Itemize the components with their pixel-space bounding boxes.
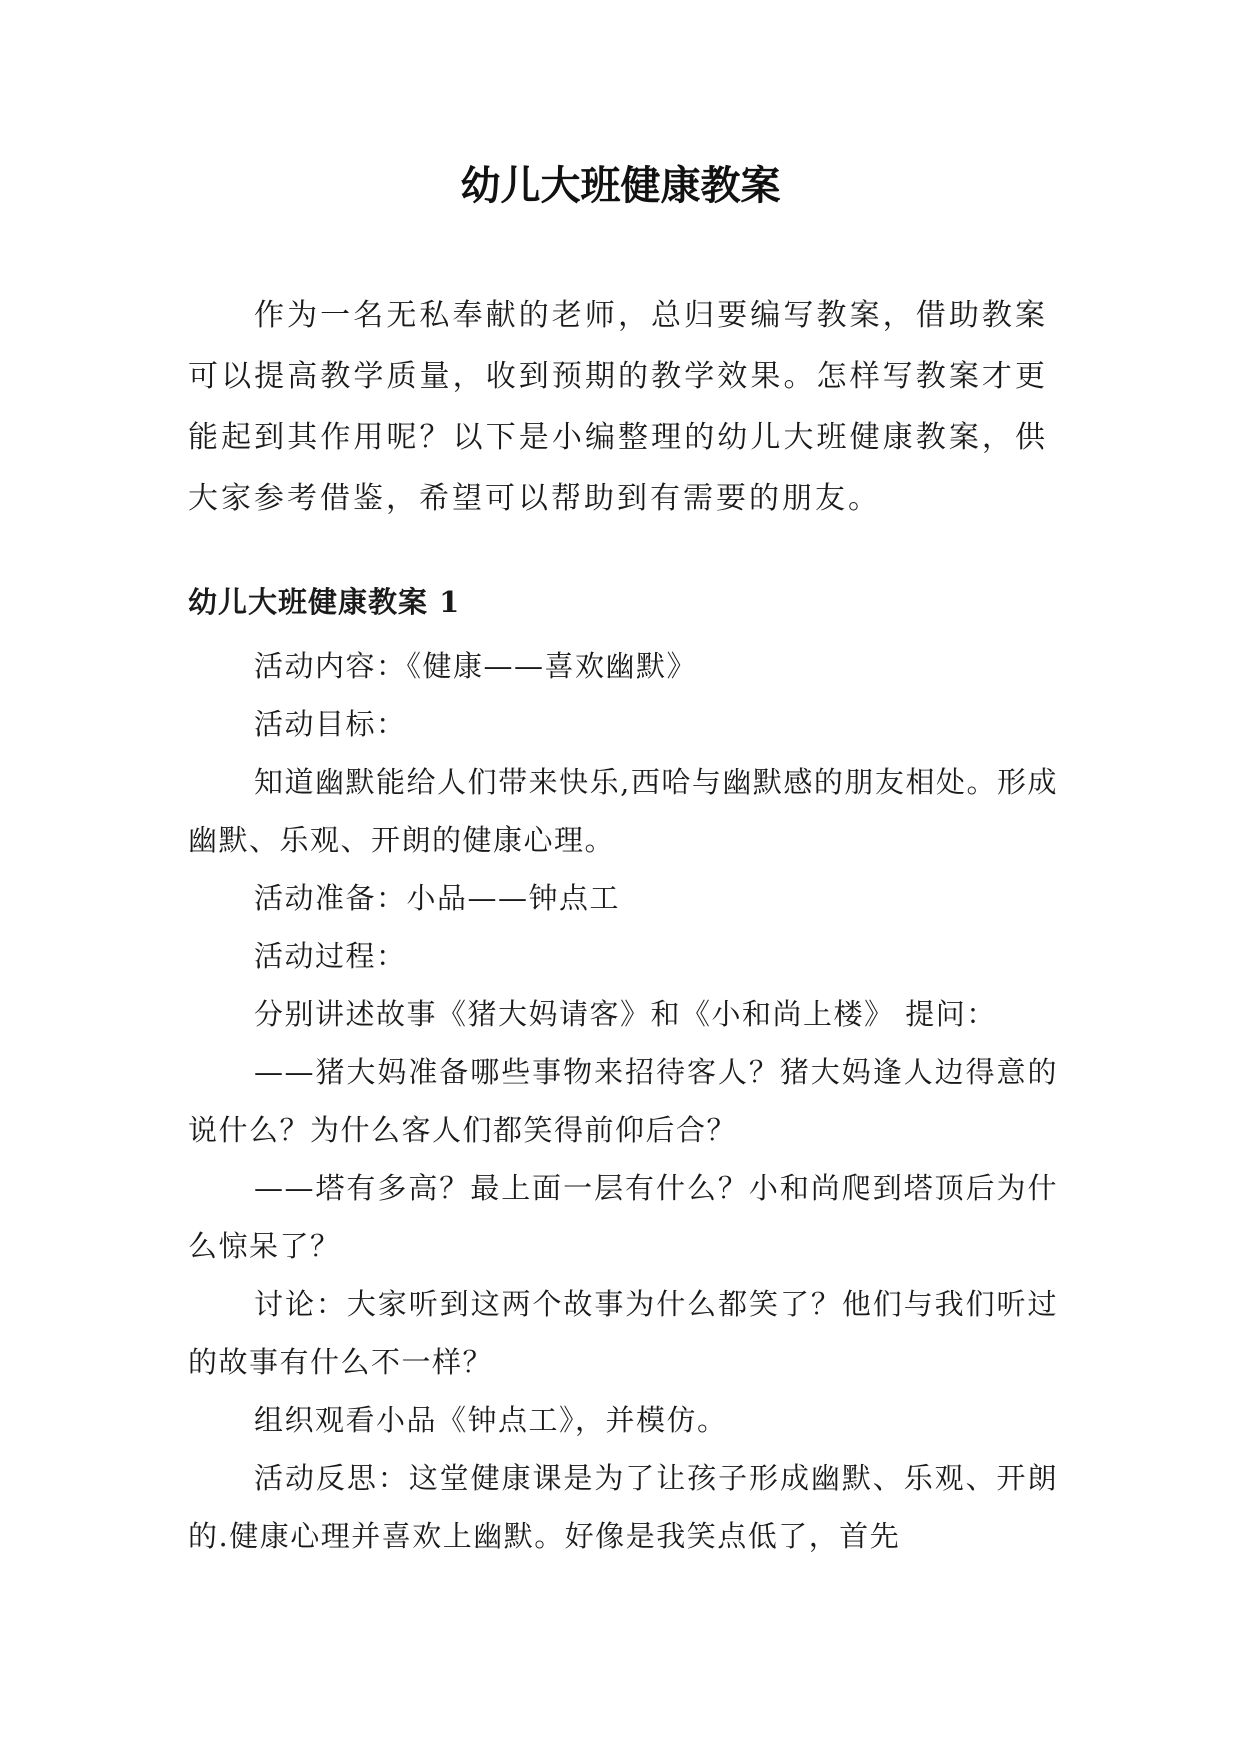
paragraph-story-questions: 分别讲述故事《猪大妈请客》和《小和尚上楼》 提问： bbox=[254, 997, 997, 1031]
paragraph-activity-process-label: 活动过程： bbox=[254, 939, 407, 973]
section-heading: 幼儿大班健康教案 1 bbox=[188, 585, 461, 619]
paragraph-discussion: 讨论：大家听到这两个故事为什么都笑了？他们与我们听过的故事有什么不一样？ bbox=[188, 1287, 1058, 1379]
paragraph-activity-goal-label: 活动目标： bbox=[254, 707, 407, 741]
paragraph-activity-content: 活动内容：《健康——喜欢幽默》 bbox=[254, 649, 698, 683]
document-title: 幼儿大班健康教案 bbox=[460, 163, 781, 209]
paragraph-reflection: 活动反思：这堂健康课是为了让孩子形成幽默、乐观、开朗的.健康心理并喜欢上幽默。好像是我笑点低了，首先 bbox=[188, 1461, 1058, 1553]
intro-paragraph: 作为一名无私奉献的老师，总归要编写教案，借助教案可以提高教学质量，收到预期的教学效果。怎样写教案才更能起到其作用呢？以下是小编整理的幼儿大班健康教案，供大家参考借鉴，希望可以帮助到有需要的朋友。 bbox=[188, 298, 1048, 516]
paragraph-watch-skit: 组织观看小品《钟点工》，并模仿。 bbox=[254, 1403, 728, 1437]
section-body bbox=[188, 637, 1058, 1565]
paragraph-activity-preparation: 活动准备：小品——钟点工 bbox=[254, 881, 621, 915]
paragraph-question-1: ——猪大妈准备哪些事物来招待客人？猪大妈逢人边得意的说什么？为什么客人们都笑得前仰后合？ bbox=[188, 1055, 1058, 1147]
paragraph-question-2: ——塔有多高？最上面一层有什么？小和尚爬到塔顶后为什么惊呆了？ bbox=[188, 1171, 1058, 1263]
paragraph-activity-goal: 知道幽默能给人们带来快乐,西哈与幽默感的朋友相处。形成幽默、乐观、开朗的健康心理。 bbox=[188, 765, 1058, 857]
